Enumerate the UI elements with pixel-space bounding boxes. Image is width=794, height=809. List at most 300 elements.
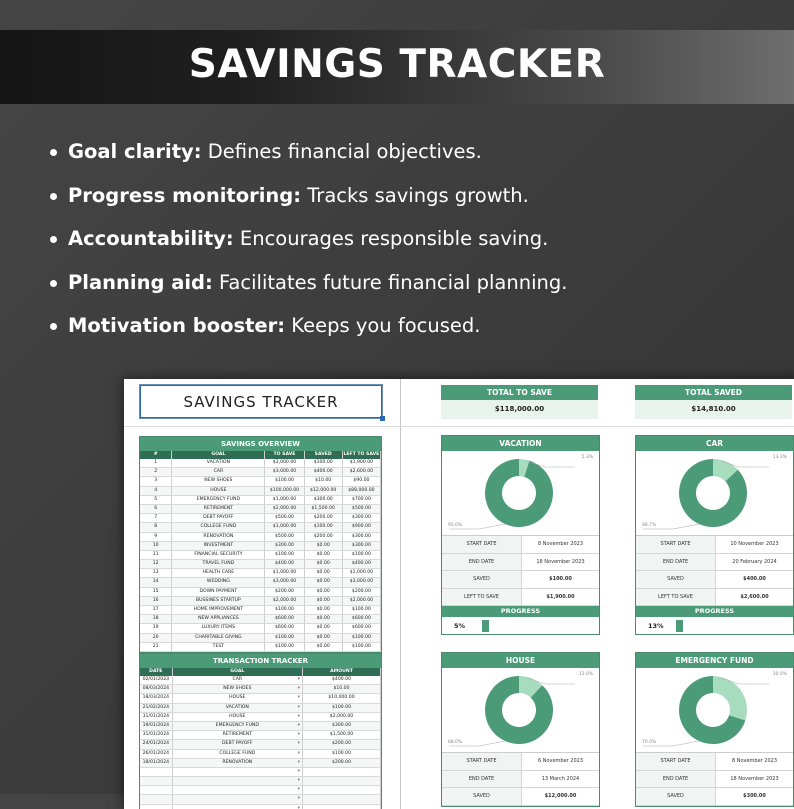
- table-cell[interactable]: $100.00: [343, 551, 381, 559]
- table-cell[interactable]: 4: [140, 487, 172, 495]
- donut-large-label: 86.7%: [642, 523, 657, 528]
- table-cell[interactable]: $200.00: [305, 533, 343, 541]
- table-row[interactable]: [140, 542, 381, 551]
- table-row[interactable]: [140, 514, 381, 523]
- table-cell[interactable]: $500.00: [265, 514, 304, 522]
- table-row[interactable]: [140, 759, 381, 768]
- detail-label: END DATE: [636, 771, 716, 788]
- sheet-title: SAVINGS TRACKER: [183, 392, 339, 411]
- sheet-title-cell[interactable]: [139, 384, 383, 419]
- detail-label: END DATE: [636, 554, 716, 571]
- table-row[interactable]: [140, 731, 381, 740]
- detail-label: END DATE: [442, 554, 522, 571]
- table-cell[interactable]: $2,000.00: [265, 459, 304, 467]
- table-cell[interactable]: 19: [140, 624, 172, 632]
- table-cell[interactable]: EMERGENCY FUND: [172, 496, 265, 504]
- table-cell[interactable]: TRAVEL FUND: [172, 560, 265, 568]
- detail-row: [636, 571, 793, 589]
- table-cell[interactable]: [173, 768, 303, 776]
- dropdown-arrow-icon[interactable]: ▾: [297, 704, 300, 710]
- table-cell[interactable]: $300.00: [303, 722, 381, 730]
- donut-large-label: 95.0%: [448, 523, 463, 528]
- detail-value[interactable]: 6 November 2023: [537, 758, 584, 764]
- table-cell[interactable]: $600.00: [343, 615, 381, 623]
- table-cell[interactable]: $1,000.00: [265, 496, 304, 504]
- detail-value[interactable]: 18 November 2023: [536, 558, 585, 565]
- table-cell[interactable]: 02/01/2023: [140, 676, 173, 684]
- dropdown-arrow-icon[interactable]: ▾: [297, 805, 300, 809]
- row-divider: [124, 426, 794, 427]
- table-cell[interactable]: DEBT PAYOFF: [172, 514, 265, 522]
- table-cell[interactable]: $90.00: [343, 477, 381, 485]
- detail-value[interactable]: $12,000.00: [544, 793, 577, 799]
- table-cell[interactable]: VACATION ▾: [173, 704, 303, 712]
- donut-small-label: 30.0%: [772, 672, 787, 677]
- table-cell[interactable]: 21: [140, 643, 172, 651]
- table-cell[interactable]: HOUSE: [172, 487, 265, 495]
- bullet-text: [68, 271, 567, 294]
- table-row[interactable]: [140, 713, 381, 722]
- table-cell[interactable]: 19/01/2024: [140, 722, 173, 730]
- table-cell[interactable]: NEW SHOES ▾: [173, 685, 303, 693]
- dropdown-arrow-icon[interactable]: ▾: [297, 722, 300, 728]
- progress-bar: [482, 620, 489, 632]
- table-cell[interactable]: $12,000.00: [305, 487, 343, 495]
- detail-value[interactable]: 8 November 2023: [731, 758, 778, 764]
- column-header: TO SAVE: [265, 451, 304, 459]
- goal-details: [442, 535, 599, 606]
- table-cell[interactable]: [140, 768, 173, 776]
- progress-header: PROGRESS: [636, 606, 793, 617]
- table-cell[interactable]: RETIREMENT: [172, 505, 265, 513]
- table-cell[interactable]: 2: [140, 468, 172, 476]
- table-cell[interactable]: $900.00: [343, 523, 381, 531]
- donut-chart: [636, 451, 793, 535]
- bullet-dot: [50, 236, 57, 243]
- table-cell[interactable]: $3,000.00: [265, 468, 304, 476]
- table-cell[interactable]: $100.00: [265, 634, 304, 642]
- table-cell[interactable]: NEW SHOES: [172, 477, 265, 485]
- bullet-text: [68, 184, 529, 207]
- donut-chart: [442, 668, 599, 752]
- table-cell[interactable]: CAR ▾: [173, 676, 303, 684]
- table-cell[interactable]: $2,600.00: [343, 468, 381, 476]
- table-cell[interactable]: 26/01/2024: [140, 750, 173, 758]
- table-cell[interactable]: RENOVATION: [172, 533, 265, 541]
- table-cell[interactable]: $100.00: [265, 643, 304, 651]
- table-cell[interactable]: 6: [140, 505, 172, 513]
- dropdown-arrow-icon[interactable]: ▾: [297, 768, 300, 774]
- table-cell[interactable]: $10,000.00: [303, 694, 381, 702]
- table-cell[interactable]: $100.00: [303, 750, 381, 758]
- table-cell[interactable]: $500.00: [343, 505, 381, 513]
- dropdown-arrow-icon[interactable]: ▾: [297, 686, 300, 692]
- total-to-save-box: [441, 385, 598, 419]
- detail-row: [636, 589, 793, 607]
- table-cell[interactable]: $300.00: [343, 542, 381, 550]
- table-row[interactable]: [140, 676, 381, 685]
- table-cell[interactable]: $300.00: [343, 514, 381, 522]
- table-cell[interactable]: WEDDING: [172, 578, 265, 586]
- progress-header: PROGRESS: [442, 606, 599, 617]
- table-cell[interactable]: HEALTH CARE: [172, 569, 265, 577]
- table-cell[interactable]: $300.00: [305, 496, 343, 504]
- table-cell[interactable]: $100.00: [303, 704, 381, 712]
- goal-card: [441, 652, 600, 807]
- dropdown-arrow-icon[interactable]: ▾: [297, 750, 300, 756]
- dropdown-arrow-icon[interactable]: ▾: [297, 787, 300, 793]
- table-cell[interactable]: $600.00: [343, 624, 381, 632]
- detail-label: SAVED: [442, 788, 522, 805]
- table-row[interactable]: [140, 459, 381, 468]
- donut-large-label: 70.0%: [642, 740, 657, 745]
- table-row[interactable]: [140, 786, 381, 795]
- table-cell[interactable]: $3,000.00: [265, 578, 304, 586]
- banner-title: SAVINGS TRACKER: [188, 42, 606, 87]
- progress-percent: 5%: [454, 621, 466, 630]
- table-row[interactable]: [140, 740, 381, 749]
- savings-overview-title: SAVINGS OVERVIEW: [140, 437, 381, 451]
- table-cell[interactable]: [173, 786, 303, 794]
- detail-value[interactable]: 20 February 2024: [732, 558, 777, 565]
- goal-details: [636, 535, 793, 606]
- table-cell[interactable]: DOWN PAYMENT: [172, 588, 265, 596]
- table-row[interactable]: [140, 477, 381, 486]
- bullet-term: Goal clarity:: [68, 140, 202, 163]
- table-cell[interactable]: $200.00: [303, 759, 381, 767]
- table-cell[interactable]: $0.00: [305, 560, 343, 568]
- table-cell[interactable]: 20: [140, 634, 172, 642]
- table-row[interactable]: [140, 523, 381, 532]
- table-row[interactable]: [140, 704, 381, 713]
- table-row[interactable]: [140, 685, 381, 694]
- table-cell[interactable]: $0.00: [305, 551, 343, 559]
- table-cell[interactable]: $0.00: [305, 588, 343, 596]
- table-cell[interactable]: VACATION: [172, 459, 265, 467]
- donut-remaining-slice: [485, 676, 553, 744]
- donut-remaining-slice: [485, 459, 553, 527]
- table-cell[interactable]: [140, 805, 173, 809]
- table-cell[interactable]: 7: [140, 514, 172, 522]
- goal-card-title: EMERGENCY FUND: [636, 653, 793, 668]
- table-cell[interactable]: EMERGENCY FUND ▾: [173, 722, 303, 730]
- detail-value[interactable]: 13 March 2024: [541, 775, 580, 782]
- table-cell[interactable]: $10.00: [305, 477, 343, 485]
- bullet-term: Planning aid:: [68, 270, 213, 294]
- table-cell[interactable]: $300.00: [265, 542, 304, 550]
- goal-details: [442, 752, 599, 806]
- progress-row: [636, 617, 793, 634]
- table-cell[interactable]: 18: [140, 615, 172, 623]
- table-cell[interactable]: $100.00: [305, 523, 343, 531]
- dropdown-arrow-icon[interactable]: ▾: [297, 732, 300, 738]
- transaction-tracker-header: [140, 668, 381, 676]
- table-row[interactable]: [140, 722, 381, 731]
- table-cell[interactable]: RENOVATION ▾: [173, 759, 303, 767]
- table-row[interactable]: [140, 588, 381, 597]
- table-cell[interactable]: 24/01/2024: [140, 740, 173, 748]
- table-cell[interactable]: $1,900.00: [343, 459, 381, 467]
- detail-row: [442, 554, 599, 572]
- table-cell[interactable]: [303, 805, 381, 809]
- bullet-text: [68, 314, 480, 337]
- total-to-save-label: TOTAL TO SAVE: [441, 385, 598, 400]
- donut-svg: [636, 451, 791, 535]
- table-cell[interactable]: $100.00: [305, 459, 343, 467]
- table-cell[interactable]: [140, 786, 173, 794]
- table-cell[interactable]: $600.00: [265, 624, 304, 632]
- table-cell[interactable]: $2,000.00: [343, 597, 381, 605]
- table-cell[interactable]: [303, 777, 381, 785]
- detail-value[interactable]: $400.00: [743, 576, 766, 582]
- bullet-text: [68, 140, 482, 163]
- table-cell[interactable]: 10: [140, 542, 172, 550]
- table-cell[interactable]: [303, 768, 381, 776]
- table-row[interactable]: [140, 615, 381, 624]
- donut-saved-slice: [713, 676, 747, 721]
- table-cell[interactable]: RETIREMENT ▾: [173, 731, 303, 739]
- table-cell[interactable]: $700.00: [343, 496, 381, 504]
- goal-card: [441, 435, 600, 635]
- table-cell[interactable]: $0.00: [305, 597, 343, 605]
- detail-value[interactable]: $300.00: [743, 793, 766, 799]
- progress-bar: [676, 620, 683, 632]
- table-cell[interactable]: NEW APPLIANCES: [172, 615, 265, 623]
- table-cell[interactable]: $0.00: [305, 615, 343, 623]
- table-cell[interactable]: $2,000.00: [303, 713, 381, 721]
- table-cell[interactable]: TEST: [172, 643, 265, 651]
- table-cell[interactable]: $100.00: [343, 643, 381, 651]
- table-cell[interactable]: $0.00: [305, 624, 343, 632]
- detail-value[interactable]: 10 November 2023: [730, 541, 779, 547]
- table-cell[interactable]: 31/01/2024: [140, 713, 173, 721]
- bullet-text: [68, 227, 548, 250]
- table-row[interactable]: [140, 533, 381, 542]
- dropdown-arrow-icon[interactable]: ▾: [297, 759, 300, 765]
- table-row[interactable]: [140, 560, 381, 569]
- savings-overview-body: [140, 459, 381, 652]
- table-cell[interactable]: 18/03/2024: [140, 694, 173, 702]
- table-cell[interactable]: $0.00: [305, 634, 343, 642]
- table-cell[interactable]: 18/01/2024: [140, 759, 173, 767]
- goal-card-title: VACATION: [442, 436, 599, 451]
- table-cell[interactable]: INVESTMENT: [172, 542, 265, 550]
- table-cell[interactable]: [173, 795, 303, 803]
- bullet-dot: [50, 323, 57, 330]
- cell-selection-handle[interactable]: [380, 416, 385, 421]
- table-row[interactable]: [140, 569, 381, 578]
- table-row[interactable]: [140, 643, 381, 652]
- bullet-dot: [50, 193, 57, 200]
- bullet-dot: [50, 149, 57, 156]
- table-cell[interactable]: 8: [140, 523, 172, 531]
- table-cell[interactable]: 17: [140, 606, 172, 614]
- table-cell[interactable]: $500.00: [265, 533, 304, 541]
- title-banner: [0, 30, 794, 104]
- detail-row: [636, 771, 793, 789]
- table-cell[interactable]: 15: [140, 588, 172, 596]
- detail-value[interactable]: 8 November 2023: [537, 541, 584, 547]
- table-row[interactable]: [140, 468, 381, 477]
- savings-overview-table: [139, 436, 382, 653]
- table-row[interactable]: [140, 750, 381, 759]
- table-cell[interactable]: [173, 777, 303, 785]
- table-cell[interactable]: CHARITABLE GIVING: [172, 634, 265, 642]
- table-cell[interactable]: 5: [140, 496, 172, 504]
- detail-value[interactable]: $100.00: [549, 576, 572, 582]
- table-cell[interactable]: 31/01/2024: [140, 731, 173, 739]
- table-row[interactable]: [140, 624, 381, 633]
- table-cell[interactable]: HOUSE ▾: [173, 713, 303, 721]
- table-row[interactable]: [140, 496, 381, 505]
- table-cell[interactable]: $100.00: [265, 551, 304, 559]
- table-cell[interactable]: $2,000.00: [265, 505, 304, 513]
- detail-label: LEFT TO SAVE: [636, 589, 716, 606]
- table-cell[interactable]: $0.00: [305, 643, 343, 651]
- table-cell[interactable]: [303, 786, 381, 794]
- table-cell[interactable]: $100,000.00: [265, 487, 304, 495]
- table-cell[interactable]: $400.00: [265, 560, 304, 568]
- donut-small-label: 13.3%: [772, 455, 787, 460]
- table-row[interactable]: [140, 768, 381, 777]
- column-header: AMOUNT: [303, 668, 381, 676]
- bullet-term: Motivation booster:: [68, 314, 286, 337]
- goal-card: [635, 652, 794, 807]
- bullet-description: Encourages responsible saving.: [233, 227, 549, 250]
- detail-row: [636, 788, 793, 806]
- dropdown-arrow-icon[interactable]: ▾: [297, 778, 300, 784]
- detail-label: START DATE: [636, 753, 716, 770]
- table-row[interactable]: [140, 551, 381, 560]
- table-cell[interactable]: HOUSE ▾: [173, 694, 303, 702]
- table-cell[interactable]: DEBT PAYOFF ▾: [173, 740, 303, 748]
- detail-label: START DATE: [636, 536, 716, 553]
- bullet-description: Tracks savings growth.: [301, 183, 529, 207]
- table-cell[interactable]: COLLEGE FUND: [172, 523, 265, 531]
- table-cell[interactable]: $400.00: [343, 560, 381, 568]
- donut-chart: [442, 451, 599, 535]
- table-cell[interactable]: $200.00: [303, 740, 381, 748]
- table-cell[interactable]: [140, 777, 173, 785]
- table-cell[interactable]: 21/02/2024: [140, 704, 173, 712]
- table-cell[interactable]: $100.00: [343, 606, 381, 614]
- table-cell[interactable]: $300.00: [343, 533, 381, 541]
- table-cell[interactable]: $10.00: [303, 685, 381, 693]
- spreadsheet-preview: [124, 379, 794, 809]
- column-header: #: [140, 451, 172, 459]
- table-cell[interactable]: $400.00: [305, 468, 343, 476]
- table-row[interactable]: [140, 505, 381, 514]
- bullet-description: Defines financial objectives.: [201, 140, 482, 163]
- table-row[interactable]: [140, 805, 381, 809]
- table-cell[interactable]: $200.00: [265, 588, 304, 596]
- detail-row: [442, 589, 599, 607]
- table-cell[interactable]: $0.00: [305, 542, 343, 550]
- goal-card-title: HOUSE: [442, 653, 599, 668]
- bullet-term: Accountability:: [68, 227, 234, 250]
- table-row[interactable]: [140, 634, 381, 643]
- table-cell[interactable]: $1,000.00: [343, 569, 381, 577]
- bullet-term: Progress monitoring:: [68, 183, 302, 207]
- table-cell[interactable]: HOME IMPROVEMENT: [172, 606, 265, 614]
- detail-value[interactable]: $1,900.00: [546, 593, 575, 600]
- detail-row: [442, 571, 599, 589]
- table-row[interactable]: [140, 578, 381, 587]
- table-row[interactable]: [140, 694, 381, 703]
- table-cell[interactable]: 9: [140, 533, 172, 541]
- table-row[interactable]: [140, 597, 381, 606]
- goal-card: [635, 435, 794, 635]
- table-cell[interactable]: $200.00: [305, 514, 343, 522]
- table-cell[interactable]: BUSSINES STARTUP: [172, 597, 265, 605]
- table-cell[interactable]: 11: [140, 551, 172, 559]
- table-cell[interactable]: $2,000.00: [265, 597, 304, 605]
- detail-label: START DATE: [442, 753, 522, 770]
- progress-row: [442, 617, 599, 634]
- table-cell[interactable]: $1,500.00: [305, 505, 343, 513]
- table-cell[interactable]: $600.00: [265, 615, 304, 623]
- table-cell[interactable]: $3,000.00: [343, 578, 381, 586]
- transaction-tracker-title: TRANSACTION TRACKER: [140, 654, 381, 668]
- table-row[interactable]: [140, 795, 381, 804]
- detail-row: [442, 771, 599, 789]
- table-cell[interactable]: [303, 795, 381, 803]
- table-row[interactable]: [140, 777, 381, 786]
- table-cell[interactable]: $200.00: [343, 588, 381, 596]
- table-cell[interactable]: LUXURY ITEMS: [172, 624, 265, 632]
- total-saved-value: $14,810.00: [635, 400, 792, 419]
- table-cell[interactable]: 16: [140, 597, 172, 605]
- detail-value[interactable]: 18 November 2023: [730, 775, 779, 782]
- column-header: DATE: [140, 668, 173, 676]
- dropdown-arrow-icon[interactable]: ▾: [297, 741, 300, 747]
- dropdown-arrow-icon[interactable]: ▾: [297, 796, 300, 802]
- column-header: GOAL: [172, 451, 265, 459]
- table-cell[interactable]: $0.00: [305, 578, 343, 586]
- table-cell[interactable]: $100.00: [265, 606, 304, 614]
- dropdown-arrow-icon[interactable]: ▾: [297, 713, 300, 719]
- dropdown-arrow-icon[interactable]: ▾: [297, 695, 300, 701]
- table-cell[interactable]: $0.00: [305, 606, 343, 614]
- table-cell[interactable]: $100.00: [343, 634, 381, 642]
- table-cell[interactable]: CAR: [172, 468, 265, 476]
- bullet-dot: [50, 280, 57, 287]
- table-cell[interactable]: 08/03/2024: [140, 685, 173, 693]
- table-cell[interactable]: FINANCIAL SECURITY: [172, 551, 265, 559]
- column-header: SAVED: [305, 451, 343, 459]
- table-cell[interactable]: $1,500.00: [303, 731, 381, 739]
- detail-value[interactable]: $2,600.00: [740, 593, 769, 600]
- table-row[interactable]: [140, 487, 381, 496]
- table-cell[interactable]: [173, 805, 303, 809]
- dropdown-arrow-icon[interactable]: ▾: [297, 677, 300, 682]
- table-cell[interactable]: $88,000.00: [343, 487, 381, 495]
- total-saved-label: TOTAL SAVED: [635, 385, 792, 400]
- table-cell[interactable]: 12: [140, 560, 172, 568]
- table-cell[interactable]: $100.00: [265, 477, 304, 485]
- table-cell[interactable]: $1,000.00: [265, 523, 304, 531]
- table-cell[interactable]: COLLEGE FUND ▾: [173, 750, 303, 758]
- table-cell[interactable]: $0.00: [305, 569, 343, 577]
- table-cell[interactable]: 14: [140, 578, 172, 586]
- table-cell[interactable]: $1,000.00: [265, 569, 304, 577]
- table-cell[interactable]: $400.00: [303, 676, 381, 684]
- table-cell[interactable]: 1: [140, 459, 172, 467]
- table-cell[interactable]: [140, 795, 173, 803]
- table-cell[interactable]: 13: [140, 569, 172, 577]
- table-row[interactable]: [140, 606, 381, 615]
- table-cell[interactable]: 3: [140, 477, 172, 485]
